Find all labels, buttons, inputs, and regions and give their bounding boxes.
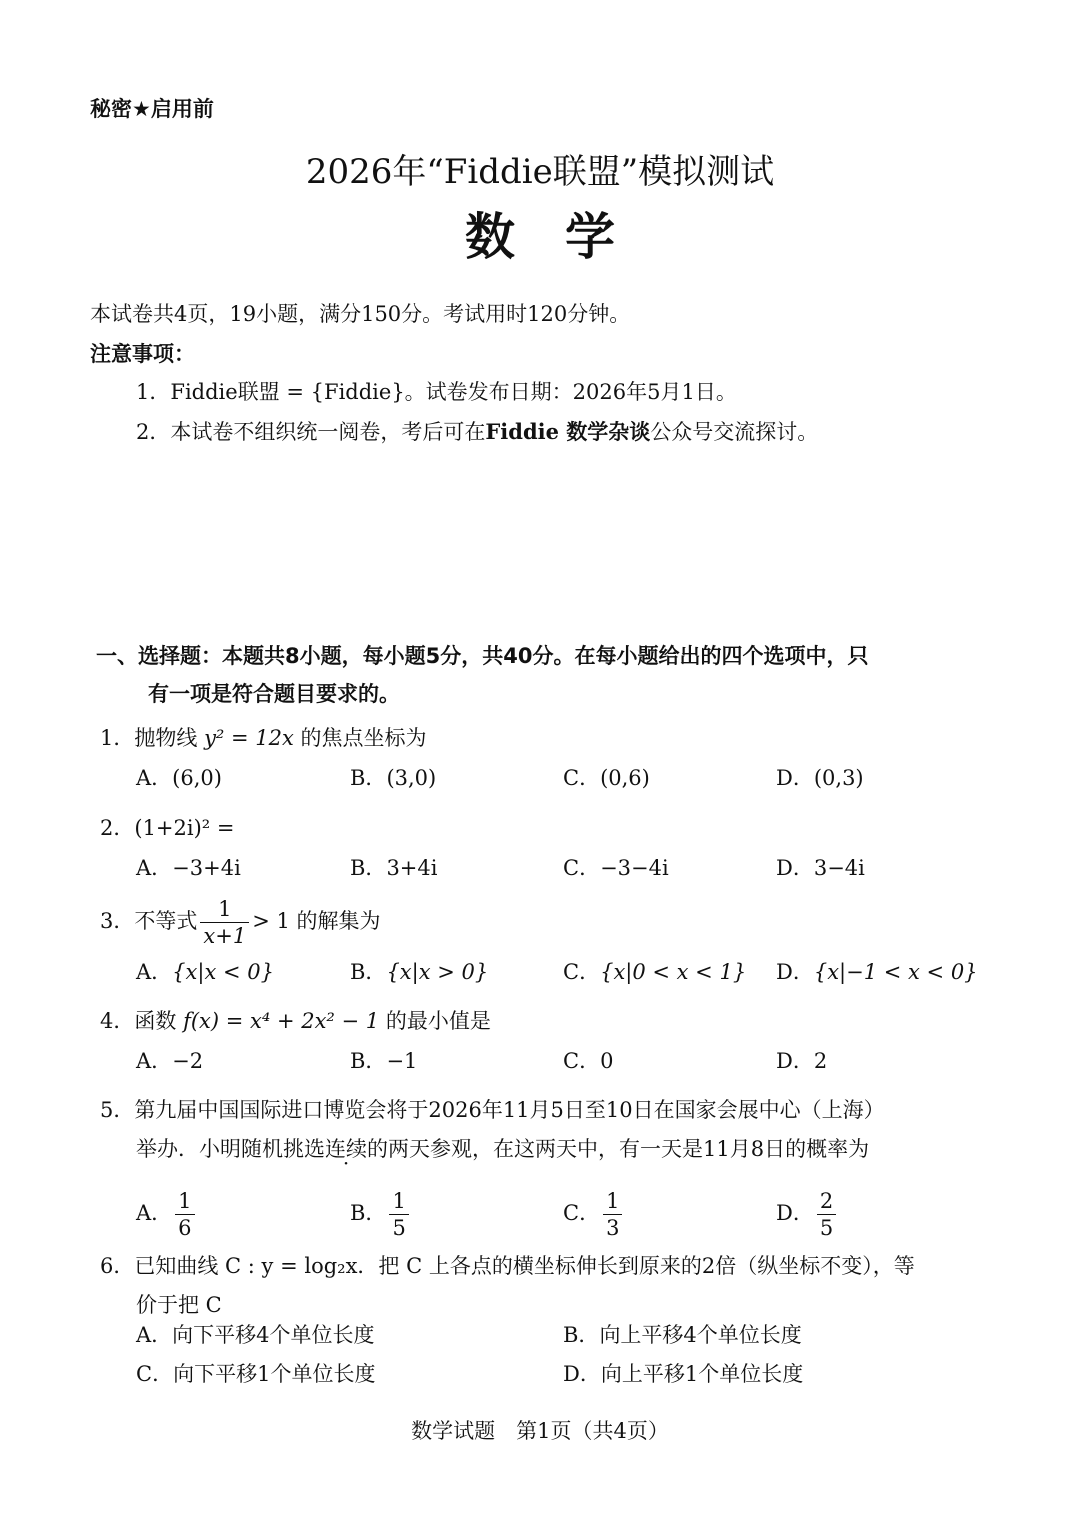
- q1-option-a: A．(6,0): [136, 766, 222, 790]
- question-stem: 抛物线: [134, 726, 198, 750]
- question-stem-end: 的最小值是: [385, 1009, 491, 1033]
- q2-option-d: D．3−4i: [776, 856, 865, 880]
- q1-option-d: D．(0,3): [776, 766, 864, 790]
- question-stem: 不等式: [134, 909, 198, 933]
- q3-option-b: B．{x|x > 0}: [350, 960, 489, 984]
- exam-title: 2026年“Fiddie联盟”模拟测试: [305, 152, 775, 192]
- q4-option-a: A．−2: [136, 1049, 204, 1073]
- question-math: (1+2i)² =: [134, 816, 235, 840]
- fraction-denominator: x+1: [203, 924, 247, 948]
- question-6-line-2: 价于把 C: [136, 1293, 222, 1317]
- question-number: 2．: [100, 816, 135, 840]
- note-number: 1．: [136, 380, 171, 404]
- notice-label: 注意事项：: [90, 342, 195, 366]
- section-number: 一、: [96, 644, 138, 668]
- question-number: 5．: [100, 1098, 135, 1122]
- secret-label: 秘密★启用前: [90, 97, 214, 121]
- option-fraction: $\frac{1}{5}$: [389, 1188, 408, 1241]
- question-fraction: [200, 896, 249, 949]
- q2-option-a: A．−3+4i: [136, 856, 241, 880]
- note-1: [136, 378, 737, 406]
- q2-option-b: B．3+4i: [350, 856, 438, 880]
- question-stem: 函数: [134, 1009, 177, 1033]
- note-text: Fiddie联盟 = {Fiddie}。试卷发布日期：2026年5月1日。: [170, 380, 737, 404]
- q2-option-c: C．−3−4i: [563, 856, 669, 880]
- option-fraction: $\frac{1}{6}$: [175, 1188, 194, 1241]
- q6-option-a: A．向下平移4个单位长度: [136, 1323, 375, 1347]
- q3-option-c: C．{x|0 < x < 1}: [563, 960, 747, 984]
- q6-option-d: D．向上平移1个单位长度: [563, 1362, 804, 1386]
- subject-title: 数 学: [465, 208, 615, 266]
- q6-option-b: B．向上平移4个单位长度: [563, 1323, 802, 1347]
- note-number: 2．: [136, 420, 171, 444]
- question-number: 1．: [100, 726, 135, 750]
- question-math: y² = 12x: [204, 726, 294, 750]
- fraction-numerator: 1: [200, 896, 249, 923]
- q3-option-a: A．{x|x < 0}: [136, 960, 274, 984]
- question-stem-line-2-end: 的两天参观，在这两天中，有一天是11月8日的概率为: [367, 1137, 870, 1161]
- q6-option-c: C．向下平移1个单位长度: [136, 1362, 376, 1386]
- exam-summary: 本试卷共4页，19小题，满分150分。考试用时120分钟。: [90, 302, 631, 326]
- option-fraction: $\frac{2}{5}$: [817, 1188, 836, 1241]
- q1-option-c: C．(0,6): [563, 766, 650, 790]
- question-math: > 1: [252, 909, 290, 933]
- q4-option-b: B．−1: [350, 1049, 418, 1073]
- section-line-1: 选择题：本题共8小题，每小题5分，共40分。在每小题给出的四个选项中，只: [138, 644, 869, 668]
- question-number: 3．: [100, 909, 135, 933]
- option-fraction: $\frac{1}{3}$: [603, 1188, 622, 1241]
- page-footer: 数学试题 第1页（共4页）: [411, 1419, 669, 1443]
- question-stem-line-1: 已知曲线 C : y = log₂x．把 C 上各点的横坐标伸长到原来的2倍（纵坐标不变），等: [134, 1254, 915, 1278]
- note-2: [136, 418, 818, 446]
- question-stem-line-1: 第九届中国国际进口博览会将于2026年11月5日至10日在国家会展中心（上海）: [134, 1098, 885, 1122]
- q4-option-d: D．2: [776, 1049, 828, 1073]
- question-3: [100, 896, 381, 949]
- question-1: [100, 724, 427, 752]
- q3-option-d: D．{x|−1 < x < 0}: [776, 960, 978, 984]
- question-5-line-2: [136, 1135, 869, 1163]
- q5-option-b: B． $\frac{1}{5}$: [350, 1188, 412, 1241]
- q5-option-d: D． $\frac{2}{5}$: [776, 1188, 839, 1241]
- note-bold-text: Fiddie 数学杂谈: [485, 419, 651, 444]
- question-6: [100, 1252, 915, 1280]
- section-heading: [96, 642, 868, 670]
- question-4: [100, 1007, 491, 1035]
- question-stem-end: 的解集为: [296, 909, 381, 933]
- question-number: 6．: [100, 1254, 135, 1278]
- section-line-2: 有一项是符合题目要求的。: [148, 682, 400, 706]
- question-math: f(x) = x⁴ + 2x² − 1: [183, 1009, 380, 1033]
- q5-option-a: A． $\frac{1}{6}$: [136, 1188, 198, 1241]
- emphasis-dotted-text: 连续: [325, 1137, 367, 1161]
- q1-option-b: B．(3,0): [350, 766, 437, 790]
- question-2: [100, 814, 234, 842]
- question-stem-end: 的焦点坐标为: [300, 726, 427, 750]
- q4-option-c: C．0: [563, 1049, 614, 1073]
- question-number: 4．: [100, 1009, 135, 1033]
- note-text-end: 公众号交流探讨。: [650, 420, 819, 444]
- question-5: [100, 1096, 885, 1124]
- question-stem-line-2: 举办．小明随机挑选: [136, 1137, 325, 1161]
- note-text: 本试卷不组织统一阅卷，考后可在: [170, 420, 486, 444]
- q5-option-c: C． $\frac{1}{3}$: [563, 1188, 625, 1241]
